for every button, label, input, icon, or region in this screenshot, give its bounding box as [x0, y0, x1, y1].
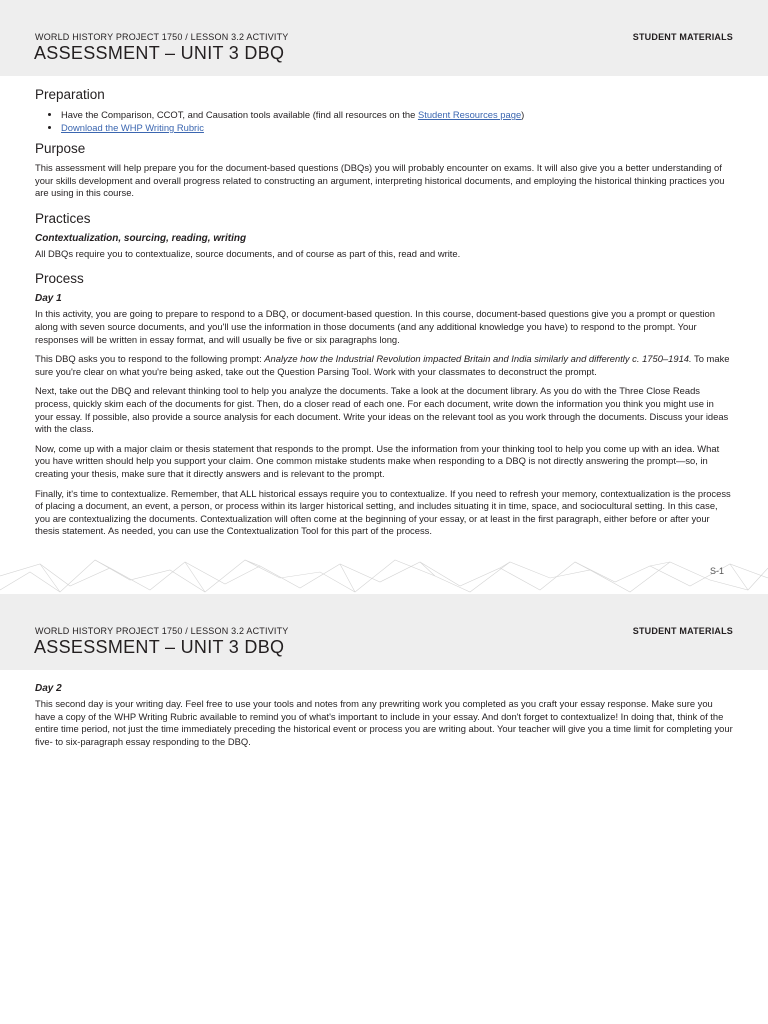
- process-paragraph: In this activity, you are going to prepare to respond to a DBQ, or document-based question. In this course, document-based questions give you a prompt or question along with seven source documents, and you'll use the information in those documents (and any additional knowledge you have) to respond to the prompt. Your responses will be written in essay format, and will usually be five or six paragraphs long.: [35, 308, 715, 345]
- page-2-content: [35, 680, 733, 755]
- dbq-prompt: Analyze how the Industrial Revolution impacted Britain and India similarly and differently c. 1750–1914.: [264, 353, 692, 365]
- preparation-heading: Preparation: [35, 87, 105, 102]
- preparation-item-end: ): [521, 109, 525, 120]
- course-label: WORLD HISTORY PROJECT 1750 / LESSON 3.2 ACTIVITY: [35, 626, 289, 636]
- page-title: ASSESSMENT – UNIT 3 DBQ: [34, 43, 285, 63]
- page-1-content: [35, 80, 733, 545]
- materials-label: STUDENT MATERIALS: [632, 626, 733, 636]
- preparation-item-text: Have the Comparison, CCOT, and Causation tools available (find all resources on the: [61, 109, 418, 120]
- practices-subheading: Contextualization, sourcing, reading, writing: [35, 232, 247, 244]
- purpose-heading: Purpose: [35, 141, 86, 156]
- practices-heading: Practices: [35, 210, 91, 226]
- course-label: WORLD HISTORY PROJECT 1750 / LESSON 3.2 ACTIVITY: [35, 32, 289, 42]
- page-header: [0, 0, 768, 76]
- page-header: [0, 594, 768, 670]
- day-1-heading: Day 1: [35, 293, 62, 305]
- page-title: ASSESSMENT – UNIT 3 DBQ: [34, 637, 285, 657]
- process-paragraph: Finally, it's time to contextualize. Remember, that ALL historical essays require you to contextualize. If you need to refresh your memory, contextualization is the process of placing a document, an event, a person, or process within its larger historical setting, and includes situating it in time, space, and sociocultural setting. In this case, you are contextualizing the documents. Contextualization will often come at the beginning of your essay, or at least in the first paragraph, either before or after your thesis statement. As needed, you can use the Contextualization Tool for this part of the process.: [35, 487, 731, 537]
- page-number: S-1: [709, 566, 724, 576]
- footer-pattern: [0, 556, 768, 594]
- prompt-intro: This DBQ asks you to respond to the following prompt:: [35, 353, 265, 365]
- writing-rubric-link[interactable]: Download the WHP Writing Rubric: [61, 122, 204, 133]
- process-paragraph: Next, take out the DBQ and relevant thinking tool to help you analyze the documents. Take a look at the document library. As you do with the Three Close Reads process, quickly skim each of the documents for gist. Then, do a closer read of each one. For each document, write down the information you think you might use in your essay. If possible, also provide a source analysis for each document. Write your ideas on the relevant tool as you work through the documents. Discuss your ideas with the class.: [35, 385, 729, 435]
- list-item: [61, 121, 733, 134]
- materials-label: STUDENT MATERIALS: [632, 32, 733, 42]
- process-paragraph: Now, come up with a major claim or thesis statement that responds to the prompt. Use the information from your thinking tool to help you come up with an idea. What you have written should help you support your claim. One common mistake students make when responding to a DBQ is not directly answering the prompt—so, in creating your thesis, make sure that it directly answers and is relevant to the prompt.: [35, 442, 720, 479]
- list-item: [61, 108, 733, 121]
- student-resources-link[interactable]: Student Resources page: [417, 109, 522, 120]
- prompt-paragraph: [35, 353, 733, 378]
- purpose-paragraph: This assessment will help prepare you for the document-based questions (DBQs) you will probably encounter on exams. It will also give you a better understanding of your skills development and overall progress related to constructing an argument, interpreting historical documents, and employing the historical thinking practices you are using in this course.: [35, 162, 725, 199]
- process-heading: Process: [35, 271, 84, 287]
- preparation-list: [35, 108, 733, 134]
- process-paragraph: This second day is your writing day. Feel free to use your tools and notes from any prewriting work you completed as you craft your essay response. Make sure you have a copy of the WHP Writing Rubric available to remind you of what's important to include in your essay. And don't forget to contextualize! In doing that, think of the entire time period, not just the time immediately preceding the historical event or process you are writing about. Your teacher will give you a time limit for completing your five- to six-paragraph essay responding to the DBQ.: [35, 698, 733, 747]
- practices-paragraph: All DBQs require you to contextualize, source documents, and of course as part of this, read and write.: [35, 247, 461, 259]
- day-2-heading: Day 2: [35, 683, 62, 694]
- triangle-pattern-icon: [0, 556, 768, 594]
- prompt-outro: To make sure you're clear on what you're being asked, take out the Question Parsing Tool. Work with your classmates to deconstruct the prompt.: [35, 353, 730, 377]
